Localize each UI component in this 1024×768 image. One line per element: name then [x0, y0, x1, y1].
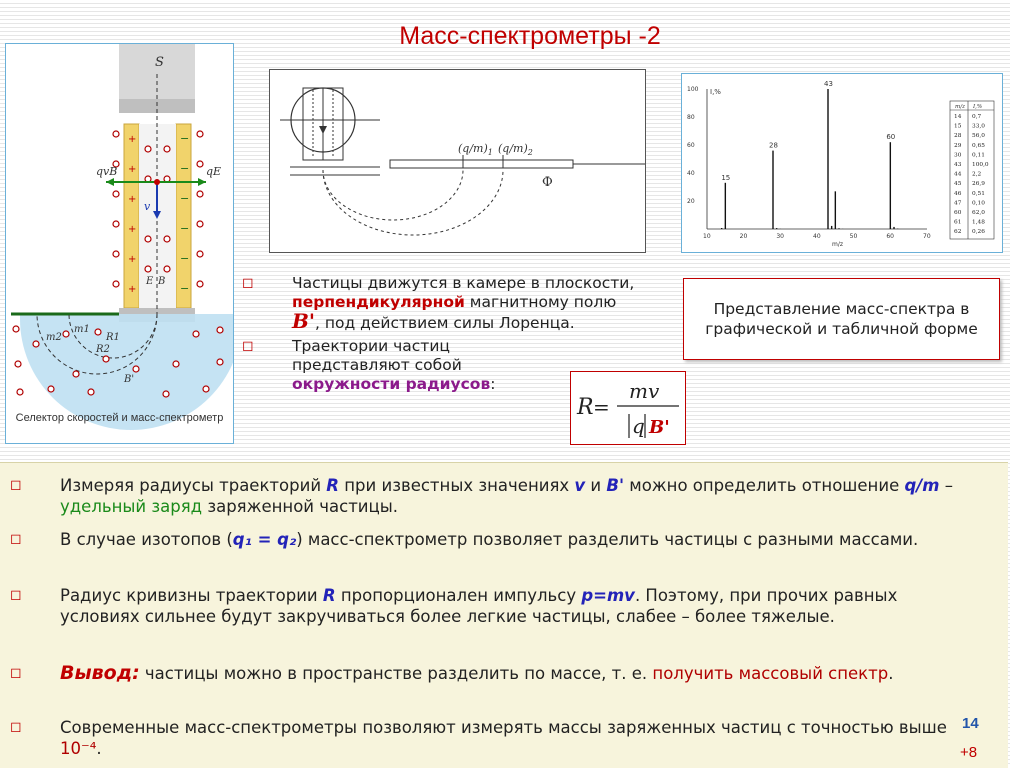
- svg-text:E: E: [146, 276, 154, 287]
- svg-text:+: +: [128, 224, 137, 235]
- page-plus: +8: [960, 744, 978, 761]
- table-cell-i: 0,11: [972, 152, 985, 159]
- table-cell-mz: 29: [954, 142, 962, 149]
- table-cell-mz: 61: [954, 219, 962, 226]
- table-cell-i: 0,7: [972, 114, 982, 120]
- negative-plate: [176, 124, 191, 308]
- detector-label: Ф: [542, 175, 553, 190]
- svg-text:+: +: [128, 284, 137, 295]
- x-tick-label: 40: [813, 233, 821, 240]
- y-tick-label: 100: [687, 86, 699, 93]
- svg-text:m1: m1: [74, 324, 90, 335]
- y-axis-label: I,%: [710, 88, 721, 96]
- x-tick-label: 50: [849, 233, 858, 240]
- svg-text:B': B': [124, 374, 135, 385]
- svg-text:R1: R1: [106, 332, 120, 343]
- table-cell-mz: 14: [954, 114, 962, 120]
- svg-text:qE: qE: [206, 165, 222, 178]
- peak-label: 28: [769, 141, 778, 150]
- table-cell-mz: 43: [954, 162, 962, 168]
- square-bullet-icon: ◻: [10, 477, 22, 493]
- table-cell-i: 0,10: [972, 200, 985, 207]
- x-axis-label: m/z: [832, 241, 844, 248]
- right-edge-bar: [1010, 0, 1024, 767]
- svg-text:m2: m2: [46, 332, 62, 343]
- table-cell-i: 0,65: [972, 142, 985, 149]
- radius-formula: [570, 371, 686, 445]
- svg-text:B: B: [158, 276, 166, 287]
- x-tick-label: 70: [923, 233, 931, 240]
- mass-spectrum-chart: [682, 74, 1002, 252]
- page-title: Масс-спектрометры -2: [399, 22, 661, 50]
- list-item: ◻ Частицы движутся в камере в плоскости, перпендикулярной магнитному полю B', под действием силы Лоренца.: [242, 274, 635, 333]
- svg-text:B': B': [649, 417, 670, 438]
- svg-text:+: +: [128, 254, 137, 265]
- svg-text:mv: mv: [629, 379, 660, 403]
- svg-text:−: −: [180, 192, 190, 205]
- x-tick-label: 20: [739, 233, 748, 240]
- square-bullet-icon: ◻: [10, 587, 22, 603]
- svg-text:=: =: [593, 395, 610, 419]
- svg-text:−: −: [180, 132, 190, 145]
- svg-text:qvB: qvB: [96, 165, 118, 178]
- table-cell-i: 26,9: [972, 181, 985, 188]
- velocity-selector-drawing: [6, 44, 233, 443]
- svg-text:R2: R2: [96, 344, 110, 355]
- y-tick-label: 40: [687, 170, 695, 177]
- table-cell-i: 0,51: [972, 190, 985, 197]
- table-cell-i: 33,0: [972, 123, 985, 130]
- square-bullet-icon: ◻: [10, 665, 22, 681]
- square-bullet-icon: ◻: [242, 338, 254, 354]
- svg-text:+: +: [128, 134, 137, 145]
- x-tick-label: 10: [703, 233, 711, 240]
- table-cell-mz: 46: [954, 190, 962, 197]
- svg-text:+: +: [128, 164, 137, 175]
- table-cell-mz: 28: [954, 133, 962, 140]
- peak-label: 15: [721, 173, 731, 182]
- svg-text:v: v: [144, 200, 151, 213]
- x-tick-label: 60: [886, 233, 894, 240]
- table-cell-mz: 60: [954, 210, 962, 216]
- svg-text:q: q: [632, 414, 645, 438]
- trajectory-diagram: [269, 69, 646, 253]
- list-item: ◻ Траектории частиц представляют собой окружности радиусов:: [242, 337, 496, 393]
- y-tick-label: 20: [687, 198, 695, 205]
- table-cell-mz: 45: [954, 181, 962, 188]
- table-cell-mz: 62: [954, 229, 962, 236]
- square-bullet-icon: ◻: [10, 719, 22, 735]
- svg-text:−: −: [180, 252, 190, 265]
- y-tick-label: 80: [687, 114, 695, 121]
- selector-caption: Селектор скоростей и масс-спектрометр: [15, 412, 224, 424]
- table-cell-i: 0,26: [972, 229, 985, 236]
- peak-label: 43: [824, 80, 833, 88]
- table-header-mz: m/z: [955, 104, 965, 110]
- square-bullet-icon: ◻: [10, 531, 22, 547]
- velocity-selector-figure: [5, 43, 234, 444]
- svg-text:−: −: [180, 162, 190, 175]
- svg-text:+: +: [128, 194, 137, 205]
- table-cell-mz: 30: [954, 152, 962, 159]
- source-label: S: [155, 55, 164, 70]
- qm1-label: $(q/m)_1$: [458, 142, 493, 157]
- peak-label: 60: [886, 133, 896, 142]
- qm2-label: $(q/m)_2$: [498, 142, 533, 157]
- square-bullet-icon: ◻: [242, 275, 254, 291]
- svg-text:−: −: [180, 222, 190, 235]
- table-cell-mz: 47: [954, 200, 962, 207]
- summary-panel: ◻ Измеряя радиусы траекторий R при известных значениях v и B' можно определить отношение q/m – удельный заряд заряженной частицы. ◻ В случае изотопов (q₁ = q₂) масс-спектрометр позволяет разделить частицы с разными массами. ◻ Радиус кривизны траектории R пропорционален импульсу p=mv. Поэтому, при прочих равных условиях сильнее будут закручиваться более легкие частицы, слабее – более тяжелые. ◻ Вывод: частицы можно в пространстве разделить по массе, т. е. получить массовый спектр. ◻ Современные масс-спектрометры позволяют измерять массы заряженных частиц с точностью выше 10⁻⁴.: [0, 462, 1008, 768]
- x-tick-label: 30: [776, 233, 784, 240]
- spectrum-note: Представление масс-спектра в графической и табличной форме: [683, 278, 1000, 360]
- table-cell-i: 62,0: [972, 210, 985, 216]
- spectrum-table: [950, 101, 994, 239]
- positive-plate: [124, 124, 139, 308]
- table-header-i: I,%: [973, 104, 983, 110]
- table-cell-mz: 15: [954, 123, 962, 130]
- table-cell-mz: 44: [954, 171, 962, 178]
- svg-text:R: R: [577, 395, 594, 420]
- table-cell-i: 1,48: [972, 219, 985, 226]
- y-tick-label: 60: [687, 142, 695, 149]
- mass-spectrum-figure: [681, 73, 1003, 253]
- svg-text:−: −: [180, 282, 190, 295]
- trajectory-drawing: [270, 70, 645, 252]
- table-cell-i: 100,0: [972, 162, 989, 168]
- radius-formula-drawing: [571, 372, 685, 444]
- table-cell-i: 56,0: [972, 133, 985, 140]
- table-cell-i: 2,2: [972, 171, 982, 178]
- page-number: 14: [962, 715, 979, 732]
